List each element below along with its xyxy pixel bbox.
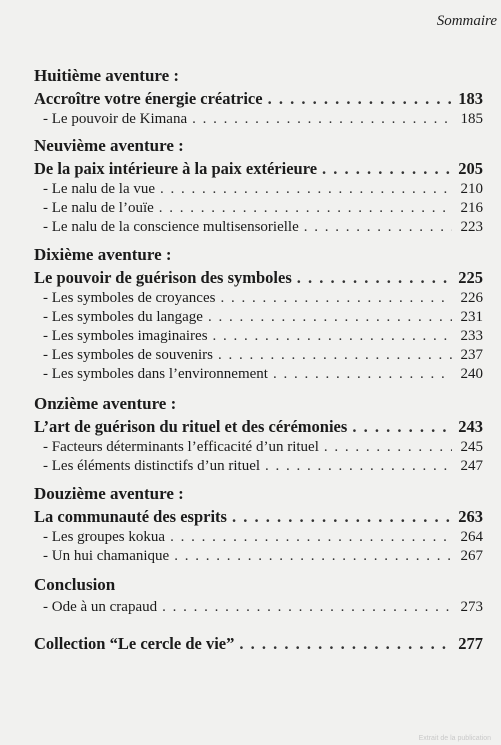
toc-sub-entry[interactable] — [34, 218, 483, 237]
toc-section-conclusion — [34, 575, 483, 617]
page-number: 185 — [460, 111, 483, 127]
dot-leader — [218, 346, 452, 365]
entry-label: - Les groupes kokua — [43, 529, 166, 545]
page-number: 223 — [460, 219, 483, 235]
toc-main-entry[interactable] — [34, 88, 483, 110]
toc-sub-entry[interactable] — [34, 547, 483, 566]
toc-main-entry[interactable] — [34, 267, 483, 289]
dot-leader — [324, 438, 452, 457]
page-number: 247 — [460, 458, 483, 474]
dot-leader — [232, 506, 452, 528]
toc-main-entry[interactable] — [34, 158, 483, 180]
page-number: 216 — [460, 200, 483, 216]
section-title: Onzième aventure : — [34, 394, 177, 413]
page-number: 267 — [460, 548, 483, 564]
entry-label: L’art de guérison du rituel et des cérémonies — [34, 417, 348, 436]
dot-leader — [239, 633, 452, 655]
dot-leader — [213, 327, 452, 346]
entry-label: - Ode à un crapaud — [43, 599, 158, 615]
dot-leader — [322, 158, 452, 180]
entry-label: - Le nalu de la vue — [43, 181, 156, 197]
page-number: 205 — [458, 159, 483, 178]
page-number: 225 — [458, 268, 483, 287]
toc-sub-entry[interactable] — [34, 598, 483, 617]
dot-leader — [208, 308, 452, 327]
page-number: 231 — [460, 309, 483, 325]
toc-section-dixieme — [34, 245, 483, 384]
entry-label: La communauté des esprits — [34, 507, 227, 526]
toc-section-collection — [34, 633, 483, 655]
dot-leader — [265, 457, 452, 476]
page-number: 243 — [458, 417, 483, 436]
dot-leader — [268, 88, 452, 110]
toc-section-douzieme — [34, 484, 483, 566]
dot-leader — [170, 528, 452, 547]
entry-label: - Le nalu de l’ouïe — [43, 200, 154, 216]
entry-label: - Les symboles imaginaires — [43, 328, 208, 344]
toc-sub-entry[interactable] — [34, 289, 483, 308]
watermark: Extrait de la publication — [418, 735, 491, 742]
dot-leader — [304, 218, 452, 237]
section-title: Conclusion — [34, 575, 116, 594]
toc-main-entry[interactable] — [34, 416, 483, 438]
page-number: 240 — [460, 366, 483, 382]
section-title: Douzième aventure : — [34, 484, 184, 503]
dot-leader — [174, 547, 452, 566]
page-number: 273 — [460, 599, 483, 615]
toc-main-entry[interactable] — [34, 633, 483, 655]
section-title: Neuvième aventure : — [34, 136, 184, 155]
toc-sub-entry[interactable] — [34, 346, 483, 365]
toc-sub-entry[interactable] — [34, 199, 483, 218]
toc-sub-entry[interactable] — [34, 308, 483, 327]
entry-label: - Les symboles de croyances — [43, 290, 216, 306]
dot-leader — [297, 267, 452, 289]
entry-label: De la paix intérieure à la paix extérieure — [34, 159, 318, 178]
page-number: 264 — [460, 529, 483, 545]
entry-label: - Les symboles de souvenirs — [43, 347, 213, 363]
toc-sub-entry[interactable] — [34, 180, 483, 199]
dot-leader — [352, 416, 452, 438]
toc-sub-entry[interactable] — [34, 365, 483, 384]
entry-label: Le pouvoir de guérison des symboles — [34, 268, 292, 287]
section-title: Huitième aventure : — [34, 66, 180, 85]
toc-section-neuvieme — [34, 136, 483, 237]
page-number: 245 — [460, 439, 483, 455]
entry-label: - Facteurs déterminants l’efficacité d’un rituel — [43, 439, 319, 455]
running-head: Sommaire — [436, 13, 497, 29]
section-title: Dixième aventure : — [34, 245, 172, 264]
page-number: 210 — [460, 181, 483, 197]
entry-label: Collection “Le cercle de vie” — [34, 634, 235, 653]
toc-sub-entry[interactable] — [34, 528, 483, 547]
toc-sub-entry[interactable] — [34, 438, 483, 457]
entry-label: - Les symboles du langage — [43, 309, 203, 325]
entry-label: Accroître votre énergie créatrice — [34, 89, 263, 108]
page-number: 263 — [458, 507, 483, 526]
dot-leader — [192, 110, 452, 129]
entry-label: - Les éléments distinctifs d’un rituel — [43, 458, 261, 474]
toc-sub-entry[interactable] — [34, 327, 483, 346]
entry-label: - Le pouvoir de Kimana — [43, 111, 188, 127]
dot-leader — [220, 289, 452, 308]
dot-leader — [162, 598, 452, 617]
toc-sub-entry[interactable] — [34, 110, 483, 129]
toc-main-entry[interactable] — [34, 506, 483, 528]
entry-label: - Le nalu de la conscience multisensorielle — [43, 219, 299, 235]
page-number: 277 — [458, 634, 483, 653]
page-number: 183 — [458, 89, 483, 108]
toc-sub-entry[interactable] — [34, 457, 483, 476]
page-number: 237 — [460, 347, 483, 363]
dot-leader — [160, 180, 452, 199]
page-number: 226 — [460, 290, 483, 306]
dot-leader — [273, 365, 452, 384]
entry-label: - Un hui chamanique — [43, 548, 170, 564]
dot-leader — [159, 199, 452, 218]
toc-section-onzieme — [34, 394, 483, 476]
entry-label: - Les symboles dans l’environnement — [43, 366, 268, 382]
toc-section-huitieme — [34, 66, 483, 129]
page-number: 233 — [460, 328, 483, 344]
